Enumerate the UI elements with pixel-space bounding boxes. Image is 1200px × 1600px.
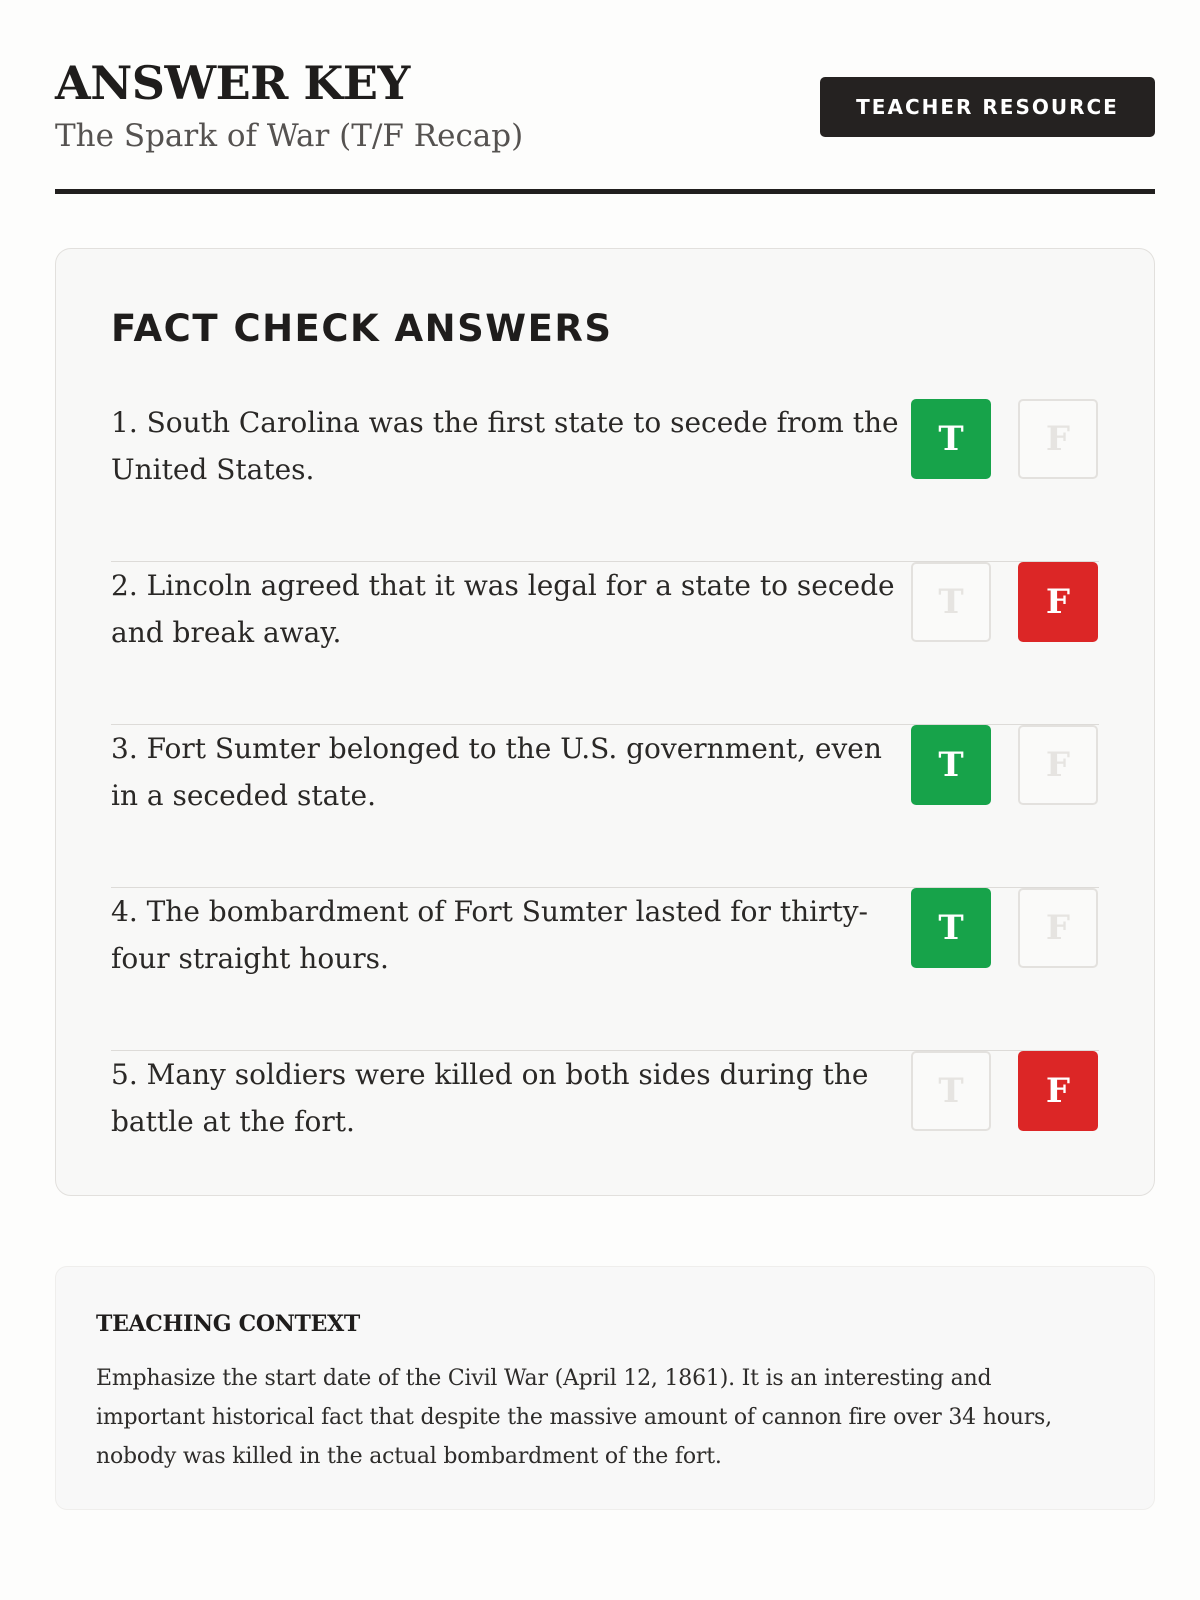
false-option: F bbox=[1018, 888, 1098, 968]
question-text: 1. South Carolina was the first state to secede from the United States. bbox=[111, 406, 899, 486]
false-option: F bbox=[1018, 399, 1098, 479]
fact-check-card bbox=[55, 248, 1155, 1196]
false-option: F bbox=[1018, 1051, 1098, 1131]
true-option: T bbox=[911, 725, 991, 805]
page-header bbox=[55, 0, 1155, 194]
question-text: 5. Many soldiers were killed on both sides during the battle at the fort. bbox=[111, 1058, 869, 1138]
question-text: 2. Lincoln agreed that it was legal for a state to secede and break away. bbox=[111, 569, 895, 649]
false-option: F bbox=[1018, 725, 1098, 805]
teaching-context-box bbox=[55, 1266, 1155, 1510]
question-list bbox=[111, 399, 1099, 1214]
question-row bbox=[111, 888, 1099, 1051]
false-option: F bbox=[1018, 562, 1098, 642]
teaching-context-title: TEACHING CONTEXT bbox=[96, 1311, 360, 1337]
true-option: T bbox=[911, 1051, 991, 1131]
teaching-context-body: Emphasize the start date of the Civil War (April 12, 1861). It is an interesting and important historical fact that despite the massive amount of cannon fire over 34 hours, nobody was killed in the actual bombardment of the fort. bbox=[96, 1366, 1052, 1469]
fact-check-title: FACT CHECK ANSWERS bbox=[111, 307, 613, 350]
true-option: T bbox=[911, 562, 991, 642]
page-title: ANSWER KEY bbox=[55, 56, 410, 110]
question-row bbox=[111, 725, 1099, 888]
page-subtitle: The Spark of War (T/F Recap) bbox=[55, 118, 524, 154]
true-option: T bbox=[911, 888, 991, 968]
question-row bbox=[111, 562, 1099, 725]
answer-key-page bbox=[55, 0, 1155, 1469]
teacher-resource-badge: TEACHER RESOURCE bbox=[820, 77, 1155, 137]
question-text: 4. The bombardment of Fort Sumter lasted for thirty-four straight hours. bbox=[111, 895, 868, 975]
question-text: 3. Fort Sumter belonged to the U.S. government, even in a seceded state. bbox=[111, 732, 882, 812]
question-row bbox=[111, 399, 1099, 562]
question-row bbox=[111, 1051, 1099, 1214]
true-option: T bbox=[911, 399, 991, 479]
